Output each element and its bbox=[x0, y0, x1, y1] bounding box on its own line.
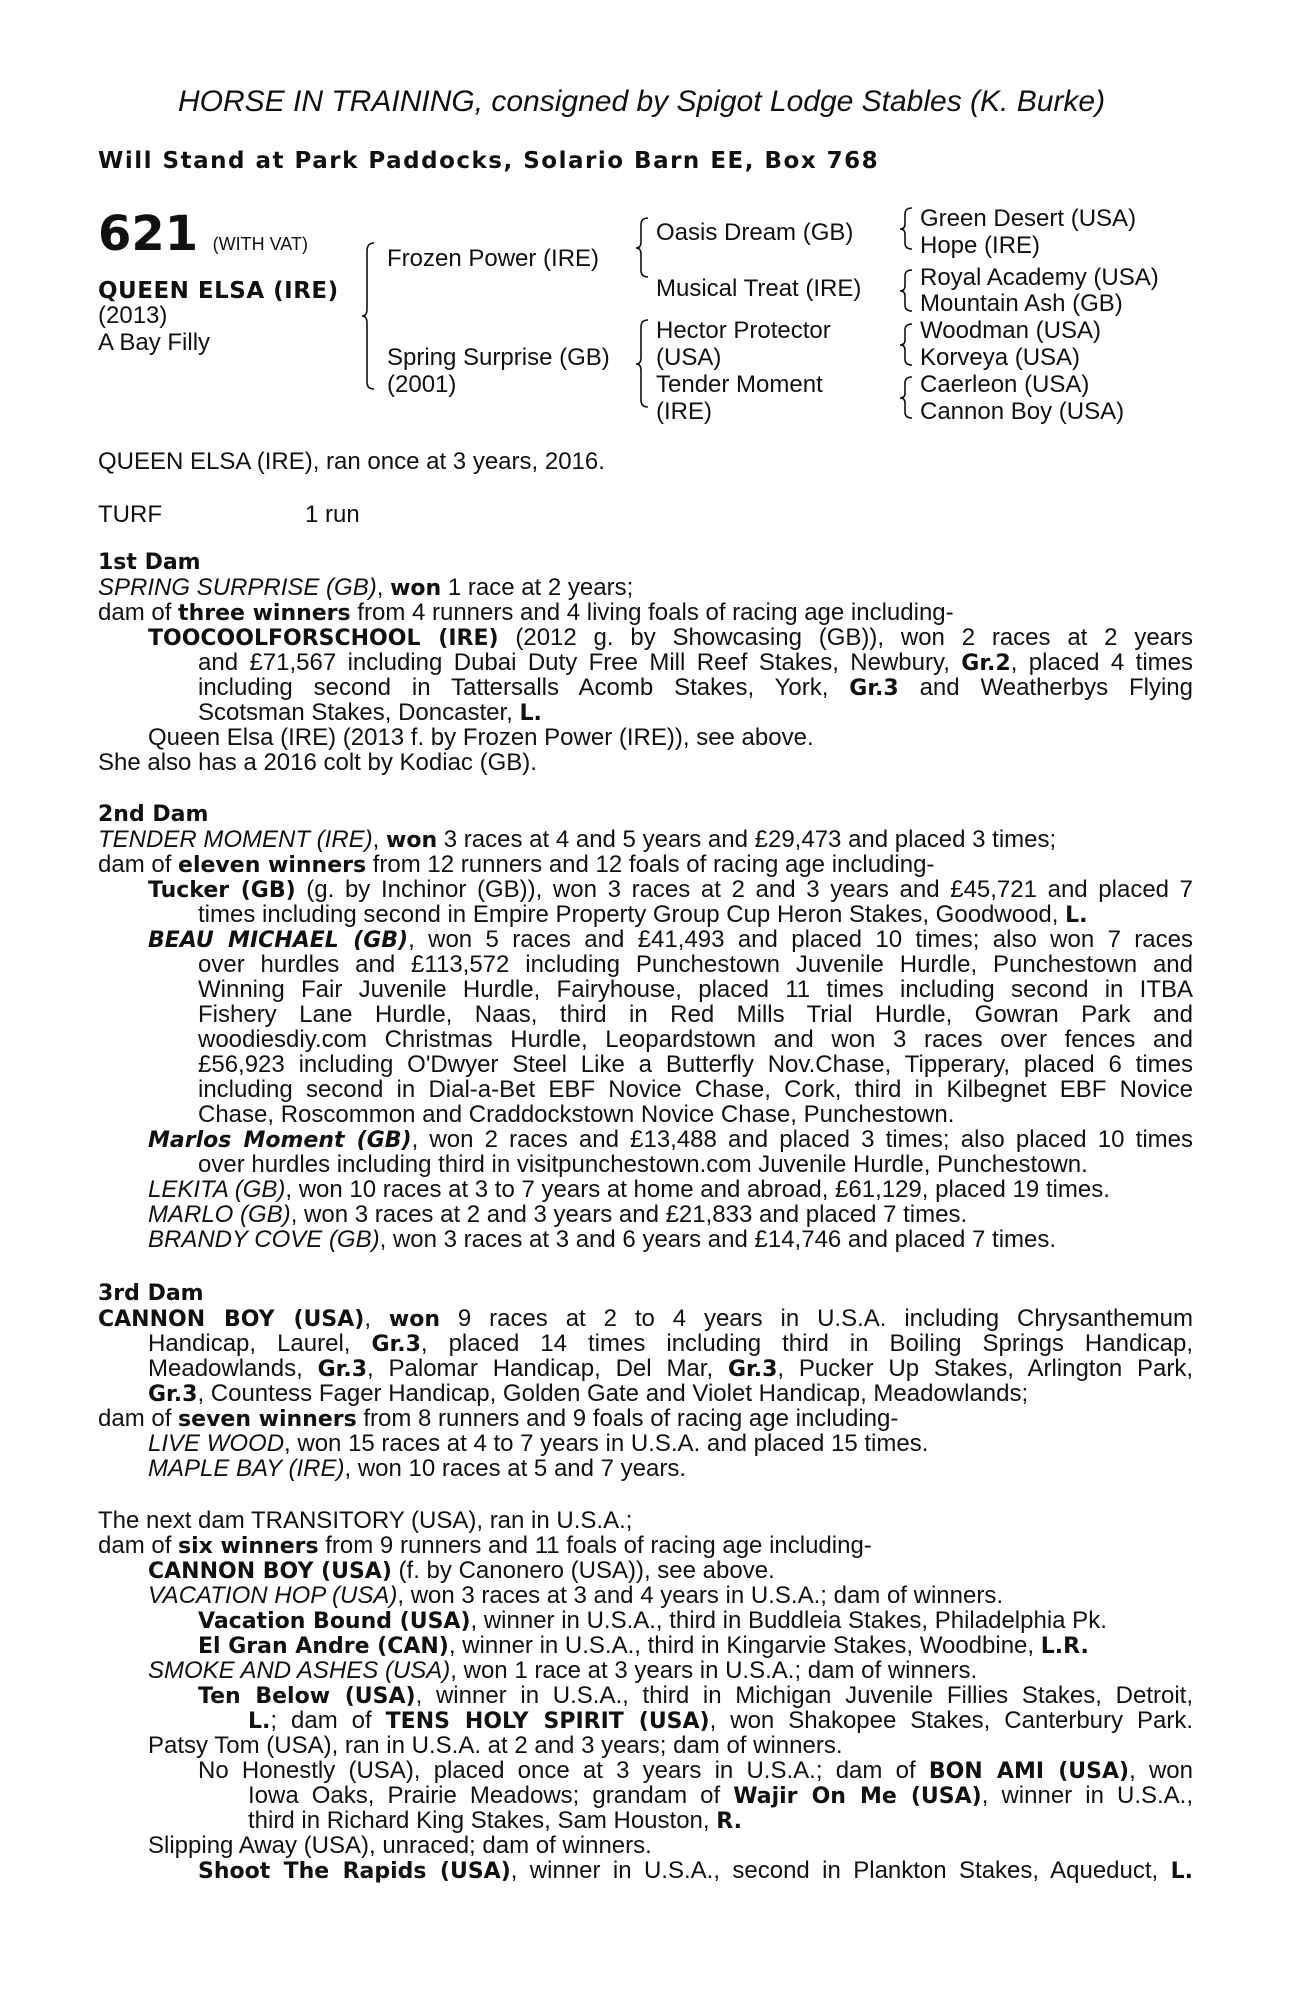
pedigree-sire: Frozen Power (IRE) bbox=[387, 245, 600, 272]
dam3-line: dam of seven winners from 8 runners and 9 foals of racing age including- bbox=[98, 1405, 899, 1432]
pedigree-sss: Green Desert (USA) bbox=[920, 205, 1137, 232]
dam1-line: She also has a 2016 colt by Kodiac (GB). bbox=[98, 749, 537, 776]
turf-label: TURF bbox=[98, 501, 162, 528]
lot-heading bbox=[98, 206, 308, 262]
dam1-heading: 1st Dam bbox=[98, 550, 201, 575]
turf-runs: 1 run bbox=[305, 501, 360, 528]
horse-name: QUEEN ELSA (IRE) bbox=[98, 278, 339, 304]
next-dam-line: The next dam TRANSITORY (USA), ran in U.S.A.; bbox=[98, 1507, 633, 1534]
pedigree-ssd: Hope (IRE) bbox=[920, 232, 1041, 259]
next-dam-line: dam of six winners from 9 runners and 11 foals of racing age including- bbox=[98, 1532, 872, 1559]
pedigree-ddd: Cannon Boy (USA) bbox=[920, 398, 1125, 425]
next-dam-produce-line: Ten Below (USA), winner in U.S.A., third in Michigan Juvenile Fillies Stakes, Detroit, bbox=[198, 1682, 1193, 1709]
pedigree-dam-dam: Tender Moment bbox=[656, 371, 823, 398]
next-dam-produce-line: Patsy Tom (USA), ran in U.S.A. at 2 and 3 years; dam of winners. bbox=[148, 1732, 843, 1759]
dam1-produce-line: including second in Tattersalls Acomb Stakes, York, Gr.3 and Weatherbys Flying bbox=[198, 674, 1194, 701]
next-dam-produce-line: El Gran Andre (CAN), winner in U.S.A., third in Kingarvie Stakes, Woodbine, L.R. bbox=[198, 1632, 1089, 1659]
dam2-produce-line: Chase, Roscommon and Craddockstown Novice Chase, Punchestown. bbox=[198, 1101, 955, 1128]
dam1-line: SPRING SURPRISE (GB), won 1 race at 2 years; bbox=[98, 574, 634, 601]
dam2-line: TENDER MOMENT (IRE), won 3 races at 4 and 5 years and £29,473 and placed 3 times; bbox=[98, 826, 1057, 853]
dam3-heading: 3rd Dam bbox=[98, 1281, 204, 1306]
dam2-produce-line: times including second in Empire Property Group Cup Heron Stakes, Goodwood, L. bbox=[198, 901, 1088, 928]
next-dam-produce-line: L.; dam of TENS HOLY SPIRIT (USA), won Shakopee Stakes, Canterbury Park. bbox=[248, 1707, 1194, 1734]
dam2-heading: 2nd Dam bbox=[98, 802, 209, 827]
pedigree-dam: Spring Surprise (GB) bbox=[387, 344, 610, 371]
pedigree-bracket-main bbox=[364, 243, 376, 390]
dam1-produce-line: Queen Elsa (IRE) (2013 f. by Frozen Power (IRE)), see above. bbox=[148, 724, 814, 751]
dam3-line: Handicap, Laurel, Gr.3, placed 14 times including third in Boiling Springs Handicap, bbox=[148, 1330, 1193, 1357]
dam2-produce-line: BEAU MICHAEL (GB), won 5 races and £41,493 and placed 10 times; also won 7 races bbox=[148, 926, 1193, 953]
dam2-produce-line: Fishery Lane Hurdle, Naas, third in Red Mills Trial Hurdle, Gowran Park and bbox=[198, 1001, 1193, 1028]
next-dam-produce-line: SMOKE AND ASHES (USA), won 1 race at 3 years in U.S.A.; dam of winners. bbox=[148, 1657, 978, 1684]
next-dam-produce-line: third in Richard King Stakes, Sam Houston, R. bbox=[248, 1807, 742, 1834]
dam2-produce-line: Marlos Moment (GB), won 2 races and £13,488 and placed 3 times; also placed 10 times bbox=[148, 1126, 1193, 1153]
dam1-produce-line: and £71,567 including Dubai Duty Free Mill Reef Stakes, Newbury, Gr.2, placed 4 times bbox=[198, 649, 1193, 676]
dam2-produce-line: including second in Dial-a-Bet EBF Novice Chase, Cork, third in Kilbegnet EBF Novice bbox=[198, 1076, 1193, 1103]
dam2-produce-line: over hurdles including third in visitpunchestown.com Juvenile Hurdle, Punchestown. bbox=[198, 1151, 1088, 1178]
dam2-produce-line: Tucker (GB) (g. by Inchinor (GB)), won 3 races at 2 and 3 years and £45,721 and placed 7 bbox=[148, 876, 1193, 903]
next-dam-produce-line: VACATION HOP (USA), won 3 races at 3 and 4 years in U.S.A.; dam of winners. bbox=[148, 1582, 1003, 1609]
next-dam-produce-line: Iowa Oaks, Prairie Meadows; grandam of Wajir On Me (USA), winner in U.S.A., bbox=[248, 1782, 1194, 1809]
next-dam-produce-line: Vacation Bound (USA), winner in U.S.A., third in Buddleia Stakes, Philadelphia Pk. bbox=[198, 1607, 1107, 1634]
pedigree-sire-sire: Oasis Dream (GB) bbox=[656, 219, 854, 246]
pedigree-bracket-dam bbox=[638, 320, 650, 408]
pedigree-dam-year: (2001) bbox=[387, 371, 457, 398]
pedigree-bracket-sire bbox=[638, 218, 650, 278]
pedigree-sire-dam: Musical Treat (IRE) bbox=[656, 275, 862, 302]
lot-number: 621 bbox=[98, 206, 199, 262]
dam2-produce-line: £56,923 including O'Dwyer Steel Like a Butterfly Nov.Chase, Tipperary, placed 6 times bbox=[198, 1051, 1193, 1078]
pedigree-dam-dam-2: (IRE) bbox=[656, 398, 712, 425]
dam2-produce-line: Winning Fair Juvenile Hurdle, Fairyhouse, placed 11 times including second in ITBA bbox=[198, 976, 1193, 1003]
dam3-produce-line: LIVE WOOD, won 15 races at 4 to 7 years in U.S.A. and placed 15 times. bbox=[148, 1430, 929, 1457]
pedigree-sds: Royal Academy (USA) bbox=[920, 264, 1159, 291]
next-dam-produce-line: Slipping Away (USA), unraced; dam of winners. bbox=[148, 1832, 652, 1859]
race-record-summary: QUEEN ELSA (IRE), ran once at 3 years, 2016. bbox=[98, 448, 605, 475]
dam1-produce-line: Scotsman Stakes, Doncaster, L. bbox=[198, 699, 542, 726]
next-dam-produce-line: CANNON BOY (USA) (f. by Canonero (USA)), see above. bbox=[148, 1557, 775, 1584]
pedigree-dds: Caerleon (USA) bbox=[920, 371, 1090, 398]
pedigree-dam-sire: Hector Protector bbox=[656, 317, 831, 344]
page-title: HORSE IN TRAINING, consigned by Spigot Lodge Stables (K. Burke) bbox=[178, 85, 1106, 118]
dam2-produce-line: MARLO (GB), won 3 races at 2 and 3 years and £21,833 and placed 7 times. bbox=[148, 1201, 968, 1228]
next-dam-produce-line: Shoot The Rapids (USA), winner in U.S.A., second in Plankton Stakes, Aqueduct, L. bbox=[198, 1857, 1193, 1884]
pedigree-bracket-ss bbox=[902, 208, 914, 250]
pedigree-bracket-ds bbox=[902, 324, 914, 366]
dam2-produce-line: BRANDY COVE (GB), won 3 races at 3 and 6 years and £14,746 and placed 7 times. bbox=[148, 1226, 1057, 1253]
vat-note: (WITH VAT) bbox=[212, 234, 308, 254]
horse-description: A Bay Filly bbox=[98, 329, 211, 356]
pedigree-bracket-dd bbox=[902, 377, 914, 419]
stand-location: Will Stand at Park Paddocks, Solario Barn EE, Box 768 bbox=[98, 148, 880, 174]
dam3-line: Meadowlands, Gr.3, Palomar Handicap, Del Mar, Gr.3, Pucker Up Stakes, Arlington Park, bbox=[148, 1355, 1194, 1382]
dam2-produce-line: woodiesdiy.com Christmas Hurdle, Leopardstown and won 3 races over fences and bbox=[198, 1026, 1193, 1053]
dam1-line: dam of three winners from 4 runners and 4 living foals of racing age including- bbox=[98, 599, 954, 626]
dam2-produce-line: over hurdles and £113,572 including Punchestown Juvenile Hurdle, Punchestown and bbox=[198, 951, 1193, 978]
dam2-produce-line: LEKITA (GB), won 10 races at 3 to 7 years at home and abroad, £61,129, placed 19 times. bbox=[148, 1176, 1110, 1203]
horse-year: (2013) bbox=[98, 302, 168, 329]
next-dam-produce-line: No Honestly (USA), placed once at 3 years in U.S.A.; dam of BON AMI (USA), won bbox=[198, 1757, 1193, 1784]
dam3-produce-line: MAPLE BAY (IRE), won 10 races at 5 and 7 years. bbox=[148, 1455, 687, 1482]
pedigree-sdd: Mountain Ash (GB) bbox=[920, 290, 1123, 317]
dam2-line: dam of eleven winners from 12 runners and 12 foals of racing age including- bbox=[98, 851, 935, 878]
pedigree-dsd: Korveya (USA) bbox=[920, 344, 1081, 371]
dam1-produce-line: TOOCOOLFORSCHOOL (IRE) (2012 g. by Showcasing (GB)), won 2 races at 2 years bbox=[148, 624, 1194, 651]
pedigree-dss: Woodman (USA) bbox=[920, 317, 1101, 344]
pedigree-dam-sire-2: (USA) bbox=[656, 344, 722, 371]
dam3-line: Gr.3, Countess Fager Handicap, Golden Gate and Violet Handicap, Meadowlands; bbox=[148, 1380, 1029, 1407]
dam3-line: CANNON BOY (USA), won 9 races at 2 to 4 years in U.S.A. including Chrysanthemum bbox=[98, 1305, 1194, 1332]
pedigree-bracket-sd bbox=[902, 270, 914, 312]
